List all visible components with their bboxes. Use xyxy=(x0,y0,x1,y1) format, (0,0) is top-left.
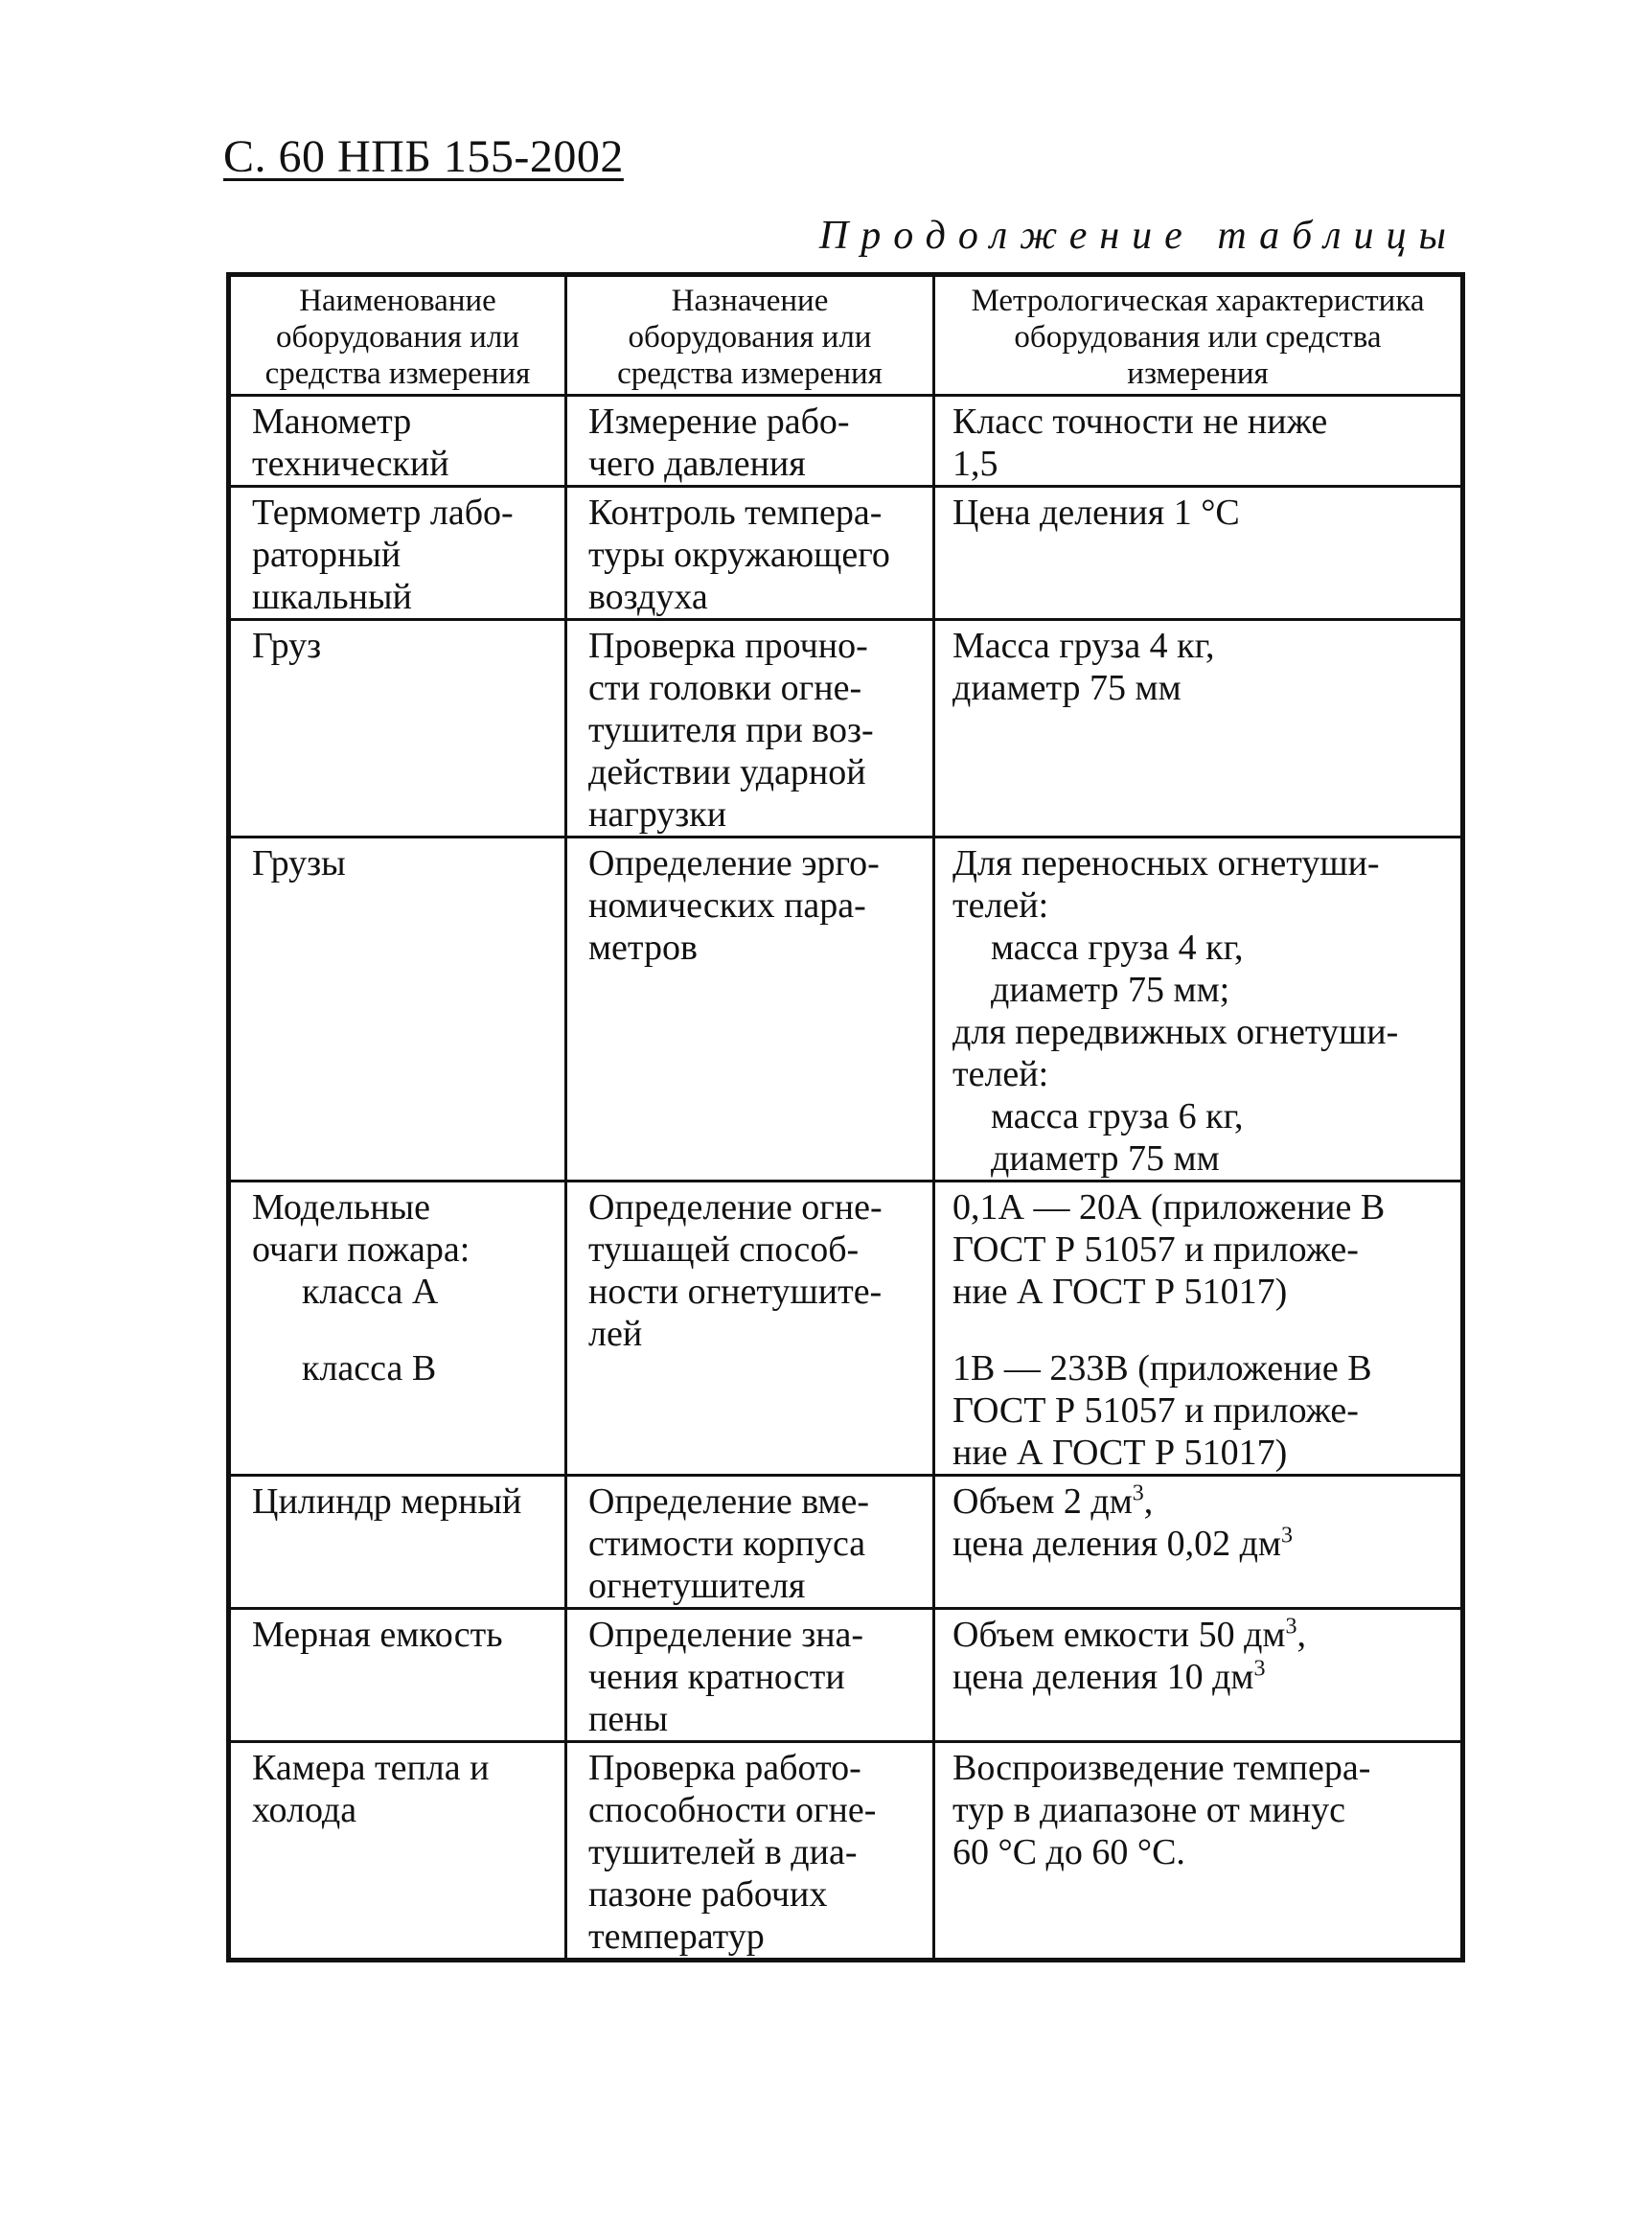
equipment-spec: Объем емкости 50 $дм^3$, цена деления 10 $дм^3$ xyxy=(934,1609,1463,1742)
equipment-name: Грузы xyxy=(229,838,566,1182)
equipment-table xyxy=(226,272,1465,1962)
equipment-purpose: Измерение рабо- чего давления xyxy=(566,396,934,487)
equipment-name: Термометр лабо- раторный шкальный xyxy=(229,487,566,620)
table-row xyxy=(229,487,1463,620)
header-equipment-name: Наименование оборудования или средства измерения xyxy=(229,275,566,396)
equipment-purpose: Определение зна- чения кратности пены xyxy=(566,1609,934,1742)
equipment-name: Цилиндр мерный xyxy=(229,1476,566,1609)
equipment-name: Груз xyxy=(229,620,566,838)
header-metrological-spec: Метрологическая характеристика оборудования или средства измерения xyxy=(934,275,1463,396)
equipment-spec: Класс точности не ниже 1,5 xyxy=(934,396,1463,487)
table-row xyxy=(229,396,1463,487)
page-header: С. 60 НПБ 155-2002 xyxy=(223,131,624,182)
equipment-name: Модельные очаги пожара: класса А класса В xyxy=(229,1182,566,1476)
equipment-name: Манометр технический xyxy=(229,396,566,487)
table-header-row xyxy=(229,275,1463,396)
equipment-name: Камера тепла и холода xyxy=(229,1742,566,1961)
table-row xyxy=(229,1742,1463,1961)
table-row xyxy=(229,1476,1463,1609)
equipment-spec: Для переносных огнетуши- телей: масса груза 4 кг, диаметр 75 мм; для передвижных огнетуши- телей: масса груза 6 кг, диаметр 75 мм xyxy=(934,838,1463,1182)
equipment-purpose: Определение огне- тушащей способ- ности огнетушите- лей xyxy=(566,1182,934,1476)
equipment-purpose: Проверка прочно- сти головки огне- тушителя при воз- действии ударной нагрузки xyxy=(566,620,934,838)
equipment-spec: Объем 2 $дм^3$, цена деления 0,02 $дм^3$ xyxy=(934,1476,1463,1609)
table-row xyxy=(229,838,1463,1182)
table-continuation-label: Продолжение таблицы xyxy=(818,214,1458,258)
table-row xyxy=(229,1609,1463,1742)
equipment-spec: Воспроизведение темпера- тур в диапазоне от минус 60 °С до 60 °С. xyxy=(934,1742,1463,1961)
equipment-spec: 0,1А — 20А (приложение В ГОСТ Р 51057 и приложе- ние А ГОСТ Р 51017) 1В — 233В (приложение В ГОСТ Р 51057 и приложе- ние А ГОСТ Р 51017) xyxy=(934,1182,1463,1476)
equipment-purpose: Контроль темпера- туры окружающего воздуха xyxy=(566,487,934,620)
table-row xyxy=(229,1182,1463,1476)
equipment-name: Мерная емкость xyxy=(229,1609,566,1742)
equipment-purpose: Определение эрго- номических пара- метров xyxy=(566,838,934,1182)
table-row xyxy=(229,620,1463,838)
equipment-purpose: Проверка работо- способности огне- тушителей в диа- пазоне рабочих температур xyxy=(566,1742,934,1961)
equipment-purpose: Определение вме- стимости корпуса огнетушителя xyxy=(566,1476,934,1609)
equipment-spec: Цена деления 1 °С xyxy=(934,487,1463,620)
header-equipment-purpose: Назначение оборудования или средства измерения xyxy=(566,275,934,396)
equipment-spec: Масса груза 4 кг, диаметр 75 мм xyxy=(934,620,1463,838)
